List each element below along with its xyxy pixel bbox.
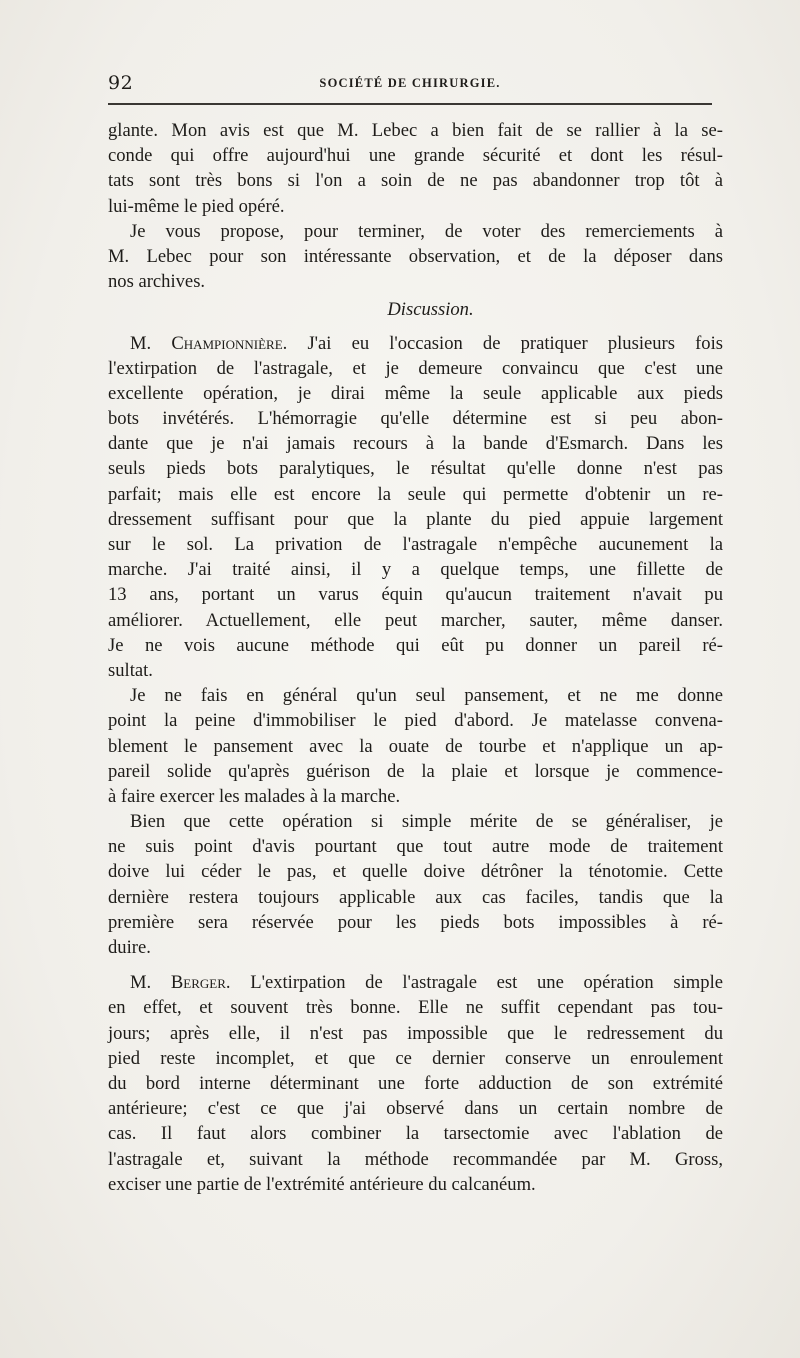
text-line: Je ne fais en général qu'un seul pansement, et ne me donne: [130, 685, 723, 707]
text-line: Je ne vois aucune méthode qui eût pu donner un pareil ré-: [108, 634, 723, 656]
text-line: améliorer. Actuellement, elle peut marcher, sauter, même danser.: [108, 609, 723, 631]
speaker-line: [108, 331, 723, 356]
text-line: jours; après elle, il n'est pas impossible que le redressement du: [108, 1022, 723, 1044]
text-line: l'extirpation de l'astragale, et je demeure convaincu que c'est une: [108, 357, 723, 379]
text-line: dressement suffisant pour que la plante du pied appuie largement: [108, 508, 723, 530]
speaker-prefix: M.: [130, 972, 152, 994]
speaker-name: Championnière.: [171, 332, 288, 354]
paragraph-gap: [108, 960, 723, 970]
text-line: duire.: [108, 937, 151, 958]
speaker-line: [108, 970, 723, 995]
text-line: blement le pansement avec la ouate de tourbe et n'applique un ap-: [108, 735, 723, 757]
text-line: point la peine d'immobiliser le pied d'abord. Je matelasse convena-: [108, 710, 723, 732]
text-line: première sera réservée pour les pieds bots impossibles à ré-: [108, 911, 723, 933]
header-rule: [108, 103, 712, 105]
speaker-line-rest: J'ai eu l'occasion de pratiquer plusieurs fois: [307, 332, 723, 354]
speaker-prefix: M.: [130, 332, 152, 354]
report-conclusion-paragraph: [108, 118, 723, 219]
text-line: antérieure; c'est ce que j'ai observé dans un certain nombre de: [108, 1098, 723, 1120]
text-line: tats sont très bons si l'on a soin de ne pas abandonner trop tôt à: [108, 170, 723, 192]
text-line: du bord interne déterminant une forte adduction de son extrémité: [108, 1072, 723, 1094]
text-line: en effet, et souvent très bonne. Elle ne suffit cependant pas tou-: [108, 997, 723, 1019]
text-line: pied reste incomplet, et que ce dernier conserve un enroulement: [108, 1047, 723, 1069]
speaker-line-rest: L'extirpation de l'astragale est une opération simple: [250, 972, 723, 994]
text-line: parfait; mais elle est encore la seule qui permette d'obtenir un re-: [108, 483, 723, 505]
text-line: cas. Il faut alors combiner la tarsectomie avec l'ablation de: [108, 1123, 723, 1145]
running-title: SOCIÉTÉ DE CHIRURGIE.: [319, 76, 501, 90]
championniere-paragraph-1: [108, 331, 723, 684]
page-header: [108, 72, 712, 98]
proposal-paragraph: [108, 219, 723, 295]
text-line: sultat.: [108, 659, 153, 681]
championniere-paragraph-3: [108, 809, 723, 960]
berger-paragraph: [108, 970, 723, 1197]
text-line: M. Lebec pour son intéressante observation, et de la déposer dans: [108, 245, 723, 267]
text-line: seuls pieds bots paralytiques, le résultat qu'elle donne n'est pas: [108, 458, 723, 480]
discussion-heading: Discussion.: [387, 299, 474, 321]
text-line: doive lui céder le pas, et quelle doive détrôner la ténotomie. Cette: [108, 861, 723, 883]
text-line: à faire exercer les malades à la marche.: [108, 785, 401, 807]
text-line: glante. Mon avis est que M. Lebec a bien fait de se rallier à la se-: [108, 120, 723, 141]
text-line: pareil solide qu'après guérison de la plaie et lorsque je commence-: [108, 760, 723, 782]
text-line: exciser une partie de l'extrémité antérieure du calcanéum.: [108, 1173, 536, 1195]
text-line: conde qui offre aujourd'hui une grande sécurité et dont les résul-: [108, 145, 723, 167]
text-line: marche. J'ai traité ainsi, il y a quelque temps, une fillette de: [108, 559, 723, 581]
text-line: bots invétérés. L'hémorragie qu'elle détermine est si peu abon-: [108, 408, 723, 430]
championniere-paragraph-2: [108, 683, 723, 809]
text-line: sur le sol. La privation de l'astragale n'empêche aucunement la: [108, 534, 723, 555]
text-line: lui-même le pied opéré.: [108, 195, 285, 217]
text-line: dante que je n'ai jamais recours à la bande d'Esmarch. Dans les: [108, 433, 723, 455]
page-number: 92: [108, 72, 134, 94]
text-line: nos archives.: [108, 271, 206, 293]
page-body: [108, 118, 723, 1197]
text-line: 13 ans, portant un varus équin qu'aucun traitement n'avait pu: [108, 584, 723, 606]
text-line: ne suis point d'avis pourtant que tout autre mode de traitement: [108, 836, 723, 858]
text-line: l'astragale et, suivant la méthode recommandée par M. Gross,: [108, 1148, 723, 1170]
text-line: excellente opération, je dirai même la seule applicable aux pieds: [108, 382, 723, 404]
text-line: Je vous propose, pour terminer, de voter des remerciements à: [130, 220, 723, 242]
speaker-name: Berger.: [170, 972, 231, 994]
text-line: dernière restera toujours applicable aux cas faciles, tandis que la: [108, 886, 723, 908]
text-line: Bien que cette opération si simple mérite de se généraliser, je: [130, 811, 723, 833]
